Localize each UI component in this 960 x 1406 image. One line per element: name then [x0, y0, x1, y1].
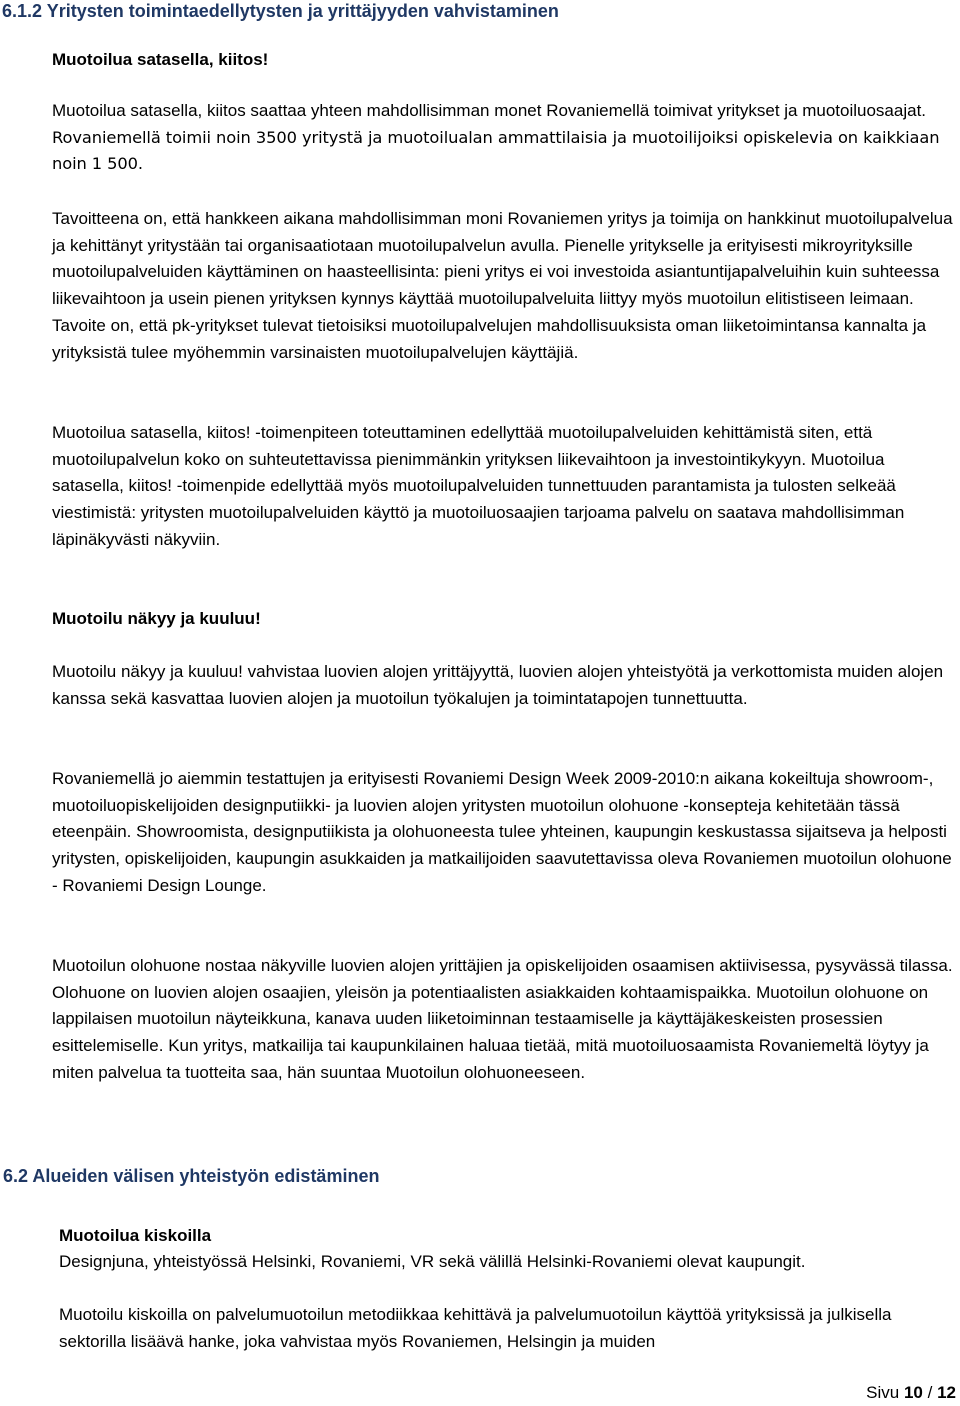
page-label: Sivu: [866, 1383, 900, 1402]
paragraph-kiskoilla: Muotoilu kiskoilla on palvelumuotoilun metodiikkaa kehittävä ja palvelumuotoilun käyttöä yrityksissä ja julkisella sektorilla lisäävä hanke, joka vahvistaa myös Rovaniemen, Helsingin ja muiden: [59, 1305, 892, 1351]
paragraph-intro-part1: Muotoilua satasella, kiitos saattaa yhteen mahdollisimman monet Rovaniemellä toimivat yritykset ja muotoiluosaajat.: [52, 101, 927, 120]
section-heading-6-1-2: 6.1.2 Yritysten toimintaedellytysten ja yrittäjyyden vahvistaminen: [2, 1, 559, 21]
paragraph-toimenpide: Muotoilua satasella, kiitos! -toimenpiteen toteuttaminen edellyttää muotoilupalveluiden kehittämistä siten, että muotoilupalvelun koko on suhteutettavissa pienimmänkin yrityksen liikevaihtoon ja investointikykyyn. Muotoilua satasella, kiitos! -toimenpide edellyttää myös muotoilupalveluiden tunnettuuden parantamista ja tulosten selkeää viestimistä: yritysten muotoilupalveluiden käyttö ja muotoiluosaajien tarjoama palvelu on saatava mahdollisimman läpinäkyvästi näkyviin.: [52, 423, 905, 549]
page-current: 10: [903, 1383, 923, 1402]
subheading-muotoilua-kiskoilla: Muotoilua kiskoilla: [59, 1226, 212, 1245]
paragraph-design-week: Rovaniemellä jo aiemmin testattujen ja erityisesti Rovaniemi Design Week 2009-2010:n aikana kokeiltuja showroom-, muotoiluopiskelijoiden designputiikki- ja luovien alojen yritysten muotoilun olohuone -konsepteja kehitetään tässä eteenpäin. Showroomista, designputiikista ja olohuoneesta tulee yhteinen, kaupungin keskustassa sijaitseva ja helposti yritysten, opiskelijoiden, kaupungin asukkaiden ja matkailijoiden saavutettavissa oleva Rovaniemen muotoilun olohuone - Rovaniemi Design Lounge.: [52, 769, 952, 895]
paragraph-tavoitteena: Tavoitteena on, että hankkeen aikana mahdollisimman moni Rovaniemen yritys ja toimija on hankkinut muotoilupalvelua ja kehittänyt yritystään tai organisaatiotaan muotoilupalvelun avulla. Pienelle yritykselle ja erityisesti mikroyrityksille muotoilupalveluiden käyttäminen on haasteellisinta: pieni yritys ei voi investoida asiantuntijapalveluihin kuin suhteessa liikevaihtoon ja usein pienen yrityksen kynnys käyttää muotoilupalveluita liittyy myös muotoilun elitistiseen leimaan. Tavoite on, että pk-yritykset tulevat tietoisiksi muotoilupalvelujen mahdollisuuksista oman liiketoimintansa kannalta ja yrityksistä tulee myöhemmin varsinaisten muotoilupalvelujen käyttäjiä.: [52, 209, 953, 362]
subheading-muotoilu-nakyy: Muotoilu näkyy ja kuuluu!: [52, 609, 261, 628]
page-number: [866, 1382, 956, 1404]
page-separator: /: [927, 1383, 933, 1402]
paragraph-intro-part2: Rovaniemellä toimii noin 3500 yritystä ja muotoilualan ammattilaisia ja muotoilijoiksi opiskelevia on kaikkiaan noin 1 500.: [52, 127, 940, 174]
section-heading-6-2: 6.2 Alueiden välisen yhteistyön edistäminen: [3, 1166, 380, 1186]
paragraph-designjuna: Designjuna, yhteistyössä Helsinki, Rovaniemi, VR sekä välillä Helsinki-Rovaniemi olevat kaupungit.: [59, 1252, 806, 1271]
paragraph-olohuone: Muotoilun olohuone nostaa näkyville luovien alojen yrittäjien ja opiskelijoiden osaamisen aktiivisessa, pysyvässä tilassa. Olohuone on luovien alojen osaajien, yleisön ja potentiaalisten asiakkaiden kohtaamispaikka. Muotoilun olohuone on lappilaisen muotoilun näyteikkuna, kanava uuden liiketoiminnan testaamiselle ja käyttäjäkeskeisten prosessien esittelemiselle. Kun yritys, matkailija tai kaupunkilainen haluaa tietää, mitä muotoiluosaamista Rovaniemeltä löytyy ja miten palvelua ta tuotteita saa, hän suuntaa Muotoilun olohuoneeseen.: [52, 956, 953, 1082]
paragraph-nakyy-intro: Muotoilu näkyy ja kuuluu! vahvistaa luovien alojen yrittäjyyttä, luovien alojen yhteistyötä ja verkottomista muiden alojen kanssa sekä kasvattaa luovien alojen ja muotoilun työkalujen ja toimintatapojen tunnettuutta.: [52, 662, 944, 708]
paragraph-intro: [52, 98, 957, 178]
subheading-muotoilua-satasella: Muotoilua satasella, kiitos!: [52, 50, 269, 69]
page-total: 12: [937, 1383, 956, 1402]
